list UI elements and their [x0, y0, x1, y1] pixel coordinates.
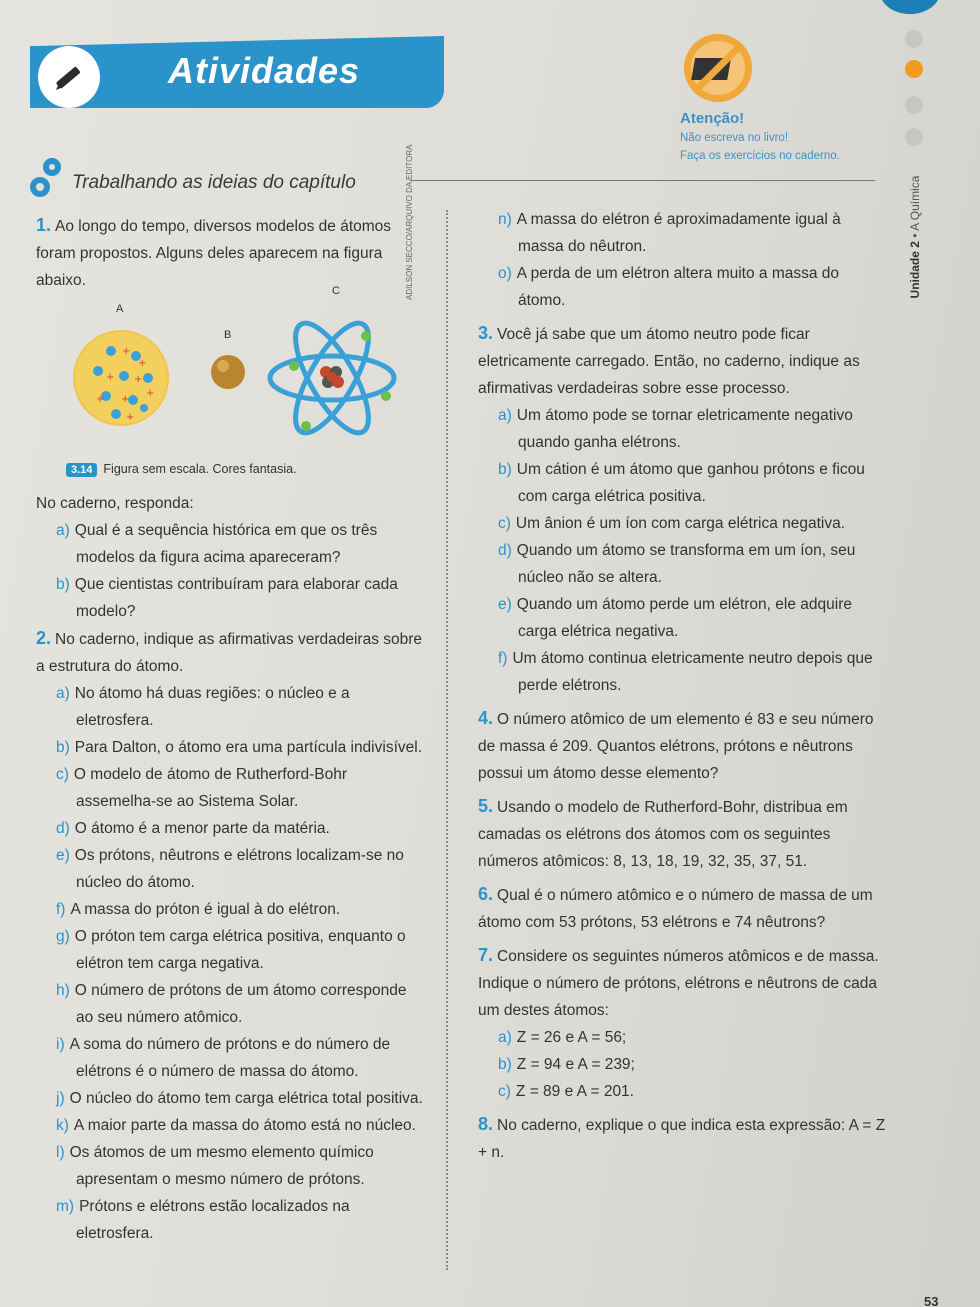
- item-text: Qual é a sequência histórica em que os três modelos da figura acima apareceram?: [74, 522, 378, 566]
- question-3-item: [478, 645, 888, 699]
- svg-text:+: +: [134, 374, 143, 385]
- question-3-item: [478, 402, 888, 456]
- item-letter: l): [56, 1144, 65, 1161]
- svg-text:+: +: [126, 412, 135, 423]
- item-text: Quando um átomo se transforma em um íon, seu núcleo não se altera.: [516, 542, 856, 586]
- item-text: Que cientistas contribuíram para elaborar cada modelo?: [74, 576, 398, 620]
- side-dot: [905, 96, 923, 114]
- question-2: [36, 625, 428, 680]
- item-text: A massa do próton é igual à do elétron.: [70, 901, 341, 918]
- question-text: Considere os seguintes números atômicos e de massa. Indique o número de prótons, elétrons e nêutrons de cada um destes átomos:: [478, 948, 879, 1019]
- svg-text:+: +: [122, 346, 131, 357]
- item-letter: k): [56, 1117, 69, 1134]
- item-text: Um átomo continua eletricamente neutro depois que perde elétrons.: [512, 650, 873, 694]
- item-text: O número de prótons de um átomo corresponde ao seu número atômico.: [74, 982, 407, 1026]
- question-3-item: [478, 456, 888, 510]
- attention-line: Não escreva no livro!: [680, 132, 789, 144]
- question-number: 1.: [36, 215, 52, 235]
- figure-caption: [66, 456, 428, 484]
- question-number: 3.: [478, 323, 494, 343]
- unit-name: Unidade 2: [908, 241, 922, 299]
- question-3-item: [478, 591, 888, 645]
- svg-text:+: +: [146, 388, 155, 399]
- question-text: No caderno, indique as afirmativas verdadeiras sobre a estrutura do átomo.: [36, 631, 423, 675]
- question-2-item: [36, 977, 428, 1031]
- section-title: Trabalhando as ideias do capítulo: [72, 172, 356, 193]
- item-letter: a): [498, 407, 512, 424]
- item-text: Prótons e elétrons estão localizados na eletrosfera.: [76, 1198, 350, 1242]
- gears-icon: [28, 155, 68, 201]
- item-text: Para Dalton, o átomo era uma partícula indivisível.: [74, 739, 422, 756]
- item-text: Um ânion é um íon com carga elétrica negativa.: [515, 515, 846, 532]
- credit-line: ADILSON SECCO/: [405, 231, 414, 300]
- attention-line: Faça os exercícios no caderno.: [680, 150, 840, 162]
- item-text: Os átomos de um mesmo elemento químico apresentam o mesmo número de prótons.: [69, 1144, 374, 1188]
- question-3-item: [478, 537, 888, 591]
- item-letter: f): [56, 901, 66, 918]
- figure-label-c: C: [332, 285, 340, 297]
- svg-text:+: +: [121, 394, 130, 405]
- item-letter: j): [56, 1090, 65, 1107]
- question-2-item: [36, 1112, 428, 1139]
- figure-number: 3.14: [66, 463, 97, 477]
- item-letter: a): [498, 1029, 512, 1046]
- question-7-item: [478, 1024, 888, 1051]
- item-letter: b): [56, 576, 70, 593]
- svg-text:+: +: [106, 372, 115, 383]
- question-text: Qual é o número atômico e o número de massa de um átomo com 53 prótons, 53 elétrons e 74 nêutrons?: [478, 887, 873, 931]
- question-text: Ao longo do tempo, diversos modelos de átomos foram propostos. Alguns deles aparecem na figura abaixo.: [36, 218, 392, 289]
- atom-models-figure: [36, 285, 428, 456]
- atom-models-drawing: [36, 296, 428, 456]
- question-number: 6.: [478, 884, 494, 904]
- figure-caption-text: Figura sem escala. Cores fantasia.: [103, 462, 297, 476]
- question-7-item: [478, 1078, 888, 1105]
- question-2-item: [36, 734, 428, 761]
- item-letter: a): [56, 685, 70, 702]
- banner-title: Atividades: [168, 50, 361, 91]
- side-dot: [905, 128, 923, 146]
- item-text: Z = 26 e A = 56;: [516, 1029, 627, 1046]
- question-2-item: [36, 1139, 428, 1193]
- credit-line: ARQUIVO DA EDITORA: [405, 144, 414, 232]
- item-letter: g): [56, 928, 70, 945]
- question-number: 8.: [478, 1114, 494, 1134]
- item-text: Um cátion é um átomo que ganhou prótons e ficou com carga elétrica positiva.: [516, 461, 865, 505]
- column-divider: [446, 210, 448, 1270]
- corner-decoration: [880, 0, 940, 14]
- item-letter: e): [56, 847, 70, 864]
- item-letter: d): [498, 542, 512, 559]
- item-text: A soma do número de prótons e do número de elétrons é o número de massa do átomo.: [69, 1036, 391, 1080]
- question-text: No caderno, explique o que indica esta expressão: A = Z + n.: [478, 1117, 886, 1161]
- question-2-item: [478, 206, 888, 260]
- side-dot: [905, 30, 923, 48]
- question-2-item: [36, 680, 428, 734]
- unit-label: Unidade 2 • A Química: [908, 175, 922, 299]
- attention-title: Atenção!: [680, 110, 745, 127]
- item-letter: c): [56, 766, 69, 783]
- question-number: 7.: [478, 945, 494, 965]
- question-2-item: [36, 923, 428, 977]
- right-column: [478, 206, 888, 1166]
- item-letter: b): [56, 739, 70, 756]
- no-writing-icon: [680, 30, 756, 106]
- question-7: [478, 942, 888, 1024]
- question-text: Usando o modelo de Rutherford-Bohr, distribua em camadas os elétrons dos átomos com os seguintes números atômicos: 8, 13, 18, 19, 32, 35, 37, 51.: [478, 799, 848, 870]
- image-credit: [405, 145, 414, 300]
- item-letter: h): [56, 982, 70, 999]
- item-letter: b): [498, 461, 512, 478]
- question-1-item: [36, 571, 428, 625]
- item-letter: i): [56, 1036, 65, 1053]
- item-text: O próton tem carga elétrica positiva, enquanto o elétron tem carga negativa.: [74, 928, 406, 972]
- question-number: 5.: [478, 796, 494, 816]
- instruction: No caderno, responda:: [36, 495, 194, 512]
- item-text: A maior parte da massa do átomo está no núcleo.: [73, 1117, 416, 1134]
- item-text: O núcleo do átomo tem carga elétrica total positiva.: [69, 1090, 423, 1107]
- item-text: Z = 94 e A = 239;: [516, 1056, 635, 1073]
- svg-text:+: +: [96, 394, 105, 405]
- left-column: [36, 212, 428, 1247]
- item-letter: f): [498, 650, 508, 667]
- question-1: [36, 212, 428, 294]
- item-letter: m): [56, 1198, 75, 1215]
- question-text: O número atômico de um elemento é 83 e seu número de massa é 209. Quantos elétrons, prótons e nêutrons possui um átomo desse elemento?: [478, 711, 874, 782]
- question-2-item: [36, 1031, 428, 1085]
- item-letter: c): [498, 1083, 511, 1100]
- question-1-item: [36, 517, 428, 571]
- question-5: [478, 793, 888, 875]
- question-2-item: [36, 896, 428, 923]
- section-rule: [410, 180, 875, 181]
- question-2-item: [36, 815, 428, 842]
- item-letter: d): [56, 820, 70, 837]
- item-letter: a): [56, 522, 70, 539]
- question-6: [478, 881, 888, 936]
- question-2-item: [36, 1085, 428, 1112]
- side-dot-active: [905, 60, 923, 78]
- item-letter: c): [498, 515, 511, 532]
- item-text: Z = 89 e A = 201.: [515, 1083, 634, 1100]
- question-text: Você já sabe que um átomo neutro pode ficar eletricamente carregado. Então, no caderno, indique as afirmativas verdadeiras sobre esse processo.: [478, 326, 860, 397]
- item-letter: n): [498, 211, 512, 228]
- question-number: 2.: [36, 628, 52, 648]
- question-8: [478, 1111, 888, 1166]
- question-3-item: [478, 510, 888, 537]
- svg-text:+: +: [138, 358, 147, 369]
- item-text: No átomo há duas regiões: o núcleo e a eletrosfera.: [74, 685, 350, 729]
- item-letter: e): [498, 596, 512, 613]
- figure-label-b: B: [224, 329, 232, 341]
- question-2-item: [36, 842, 428, 896]
- figure-label-a: A: [116, 303, 124, 315]
- pencil-icon: [38, 46, 100, 108]
- question-number: 4.: [478, 708, 494, 728]
- question-7-item: [478, 1051, 888, 1078]
- question-4: [478, 705, 888, 787]
- question-2-item: [478, 260, 888, 314]
- item-text: Quando um átomo perde um elétron, ele adquire carga elétrica negativa.: [516, 596, 852, 640]
- page-number: 53: [924, 1294, 939, 1307]
- item-text: Os prótons, nêutrons e elétrons localizam-se no núcleo do átomo.: [74, 847, 404, 891]
- item-text: A perda de um elétron altera muito a massa do átomo.: [516, 265, 840, 309]
- question-2-item: [36, 761, 428, 815]
- item-text: Um átomo pode se tornar eletricamente negativo quando ganha elétrons.: [516, 407, 853, 451]
- item-letter: b): [498, 1056, 512, 1073]
- item-letter: o): [498, 265, 512, 282]
- unit-subject: A Química: [908, 175, 922, 231]
- item-text: O modelo de átomo de Rutherford-Bohr assemelha-se ao Sistema Solar.: [73, 766, 348, 810]
- item-text: O átomo é a menor parte da matéria.: [74, 820, 330, 837]
- question-3: [478, 320, 888, 402]
- question-2-item: [36, 1193, 428, 1247]
- item-text: A massa do elétron é aproximadamente igual à massa do nêutron.: [516, 211, 841, 255]
